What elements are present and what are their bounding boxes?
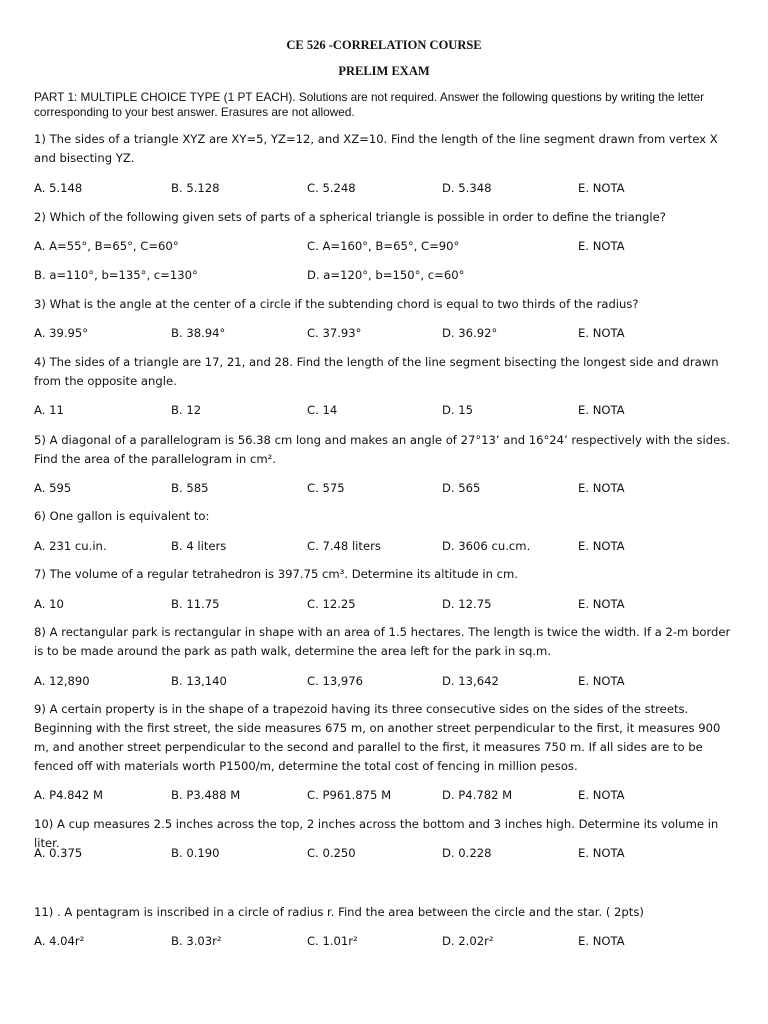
option-d: D. P4.782 M (442, 788, 513, 802)
option-c: C. 37.93° (307, 326, 362, 340)
option-b: B. 0.190 (171, 846, 220, 860)
option-c: C. 1.01r² (307, 934, 358, 948)
option-c: C. 0.250 (307, 846, 356, 860)
option-b: B. 38.94° (171, 326, 226, 340)
option-d: D. 15 (442, 403, 474, 417)
option-d: D. 13,642 (442, 674, 499, 688)
option-e: E. NOTA (578, 674, 625, 688)
option-e: E. NOTA (578, 403, 625, 417)
course-title: CE 526 -CORRELATION COURSE (286, 38, 482, 52)
option-a: A. 12,890 (34, 674, 90, 688)
option-e: E. NOTA (578, 597, 625, 611)
question-2: 2) Which of the following given sets of parts of a spherical triangle is possible in order to define the triangle? (34, 210, 666, 224)
option-c: C. A=160°, B=65°, C=90° (307, 239, 460, 253)
question-11: 11) . A pentagram is inscribed in a circle of radius r. Find the area between the circle and the star. ( 2pts) (34, 905, 644, 919)
option-a: A. 5.148 (34, 181, 83, 195)
options-row-5 (34, 479, 734, 497)
option-e: E. NOTA (578, 846, 625, 860)
question-5: 5) A diagonal of a parallelogram is 56.38 cm long and makes an angle of 27°13’ and 16°24’ respectively with the sides. Find the area of the parallelogram in cm². (34, 433, 730, 466)
option-c: C. 5.248 (307, 181, 356, 195)
exam-title: PRELIM EXAM (338, 64, 430, 78)
option-a: A. 11 (34, 403, 64, 417)
options-row-2a (34, 237, 734, 255)
options-row-7 (34, 595, 734, 613)
option-b: B. a=110°, b=135°, c=130° (34, 268, 198, 282)
option-a: A. 231 cu.in. (34, 539, 107, 553)
option-e: E. NOTA (578, 326, 625, 340)
question-4: 4) The sides of a triangle are 17, 21, and 28. Find the length of the line segment bisecting the longest side and drawn from the opposite angle. (34, 355, 719, 388)
option-d: D. 3606 cu.cm. (442, 539, 531, 553)
instructions: PART 1: MULTIPLE CHOICE TYPE (1 PT EACH). Solutions are not required. Answer the following questions by writing the letter corresponding to your best answer. Erasures are not allowed. (34, 90, 705, 119)
option-a: A. A=55°, B=65°, C=60° (34, 239, 179, 253)
option-e: E. NOTA (578, 934, 625, 948)
option-c: C. 575 (307, 481, 345, 495)
options-row-9 (34, 786, 734, 804)
options-row-3 (34, 324, 734, 342)
option-e: E. NOTA (578, 788, 625, 802)
option-a: A. 595 (34, 481, 72, 495)
options-row-6 (34, 537, 734, 555)
option-e: E. NOTA (578, 539, 625, 553)
option-a: A. P4.842 M (34, 788, 103, 802)
options-row-4 (34, 401, 734, 419)
option-a: A. 4.04r² (34, 934, 85, 948)
question-9: 9) A certain property is in the shape of a trapezoid having its three consecutive sides on the sides of the streets. Beginning with the first street, the side measures 675 m, on another street perpendicular to the first, it measures 900 m, and another street perpendicular to the second and parallel to the first, it measures 750 m. If all sides are to be fenced off with materials worth P1500/m, determine the total cost of fencing in million pesos. (34, 702, 721, 773)
option-d: D. 0.228 (442, 846, 492, 860)
option-e: E. NOTA (578, 481, 625, 495)
option-b: B. 585 (171, 481, 209, 495)
option-c: C. P961.875 M (307, 788, 392, 802)
option-b: B. 13,140 (171, 674, 227, 688)
option-a: A. 10 (34, 597, 64, 611)
options-row-11 (34, 932, 734, 950)
option-d: D. 36.92° (442, 326, 498, 340)
question-6: 6) One gallon is equivalent to: (34, 509, 210, 523)
option-c: C. 14 (307, 403, 338, 417)
question-3: 3) What is the angle at the center of a circle if the subtending chord is equal to two thirds of the radius? (34, 297, 639, 311)
option-c: C. 13,976 (307, 674, 364, 688)
question-10: 10) A cup measures 2.5 inches across the top, 2 inches across the bottom and 3 inches high. Determine its volume in liter. (34, 817, 719, 850)
options-row-8 (34, 672, 734, 690)
options-row-1 (34, 179, 734, 197)
option-b: B. 11.75 (171, 597, 220, 611)
question-1: 1) The sides of a triangle XYZ are XY=5, YZ=12, and XZ=10. Find the length of the line segment drawn from vertex X and bisecting YZ. (34, 132, 718, 165)
options-row-10 (34, 844, 734, 862)
option-a: A. 0.375 (34, 846, 83, 860)
option-e: E. NOTA (578, 239, 625, 253)
option-a: A. 39.95° (34, 326, 89, 340)
option-d: D. 12.75 (442, 597, 492, 611)
question-7: 7) The volume of a regular tetrahedron is 397.75 cm³. Determine its altitude in cm. (34, 567, 518, 581)
option-d: D. 565 (442, 481, 481, 495)
option-c: C. 7.48 liters (307, 539, 381, 553)
question-8: 8) A rectangular park is rectangular in shape with an area of 1.5 hectares. The length is twice the width. If a 2-m border is to be made around the park as path walk, determine the area left for the park in sq.m. (34, 625, 731, 658)
option-d: D. 5.348 (442, 181, 492, 195)
option-b: B. 3.03r² (171, 934, 222, 948)
option-e: E. NOTA (578, 181, 625, 195)
option-b: B. 4 liters (171, 539, 227, 553)
option-c: C. 12.25 (307, 597, 356, 611)
option-d: D. 2.02r² (442, 934, 494, 948)
option-b: B. P3.488 M (171, 788, 241, 802)
option-d: D. a=120°, b=150°, c=60° (307, 268, 465, 282)
options-row-2b (34, 266, 734, 284)
option-b: B. 5.128 (171, 181, 220, 195)
option-b: B. 12 (171, 403, 202, 417)
